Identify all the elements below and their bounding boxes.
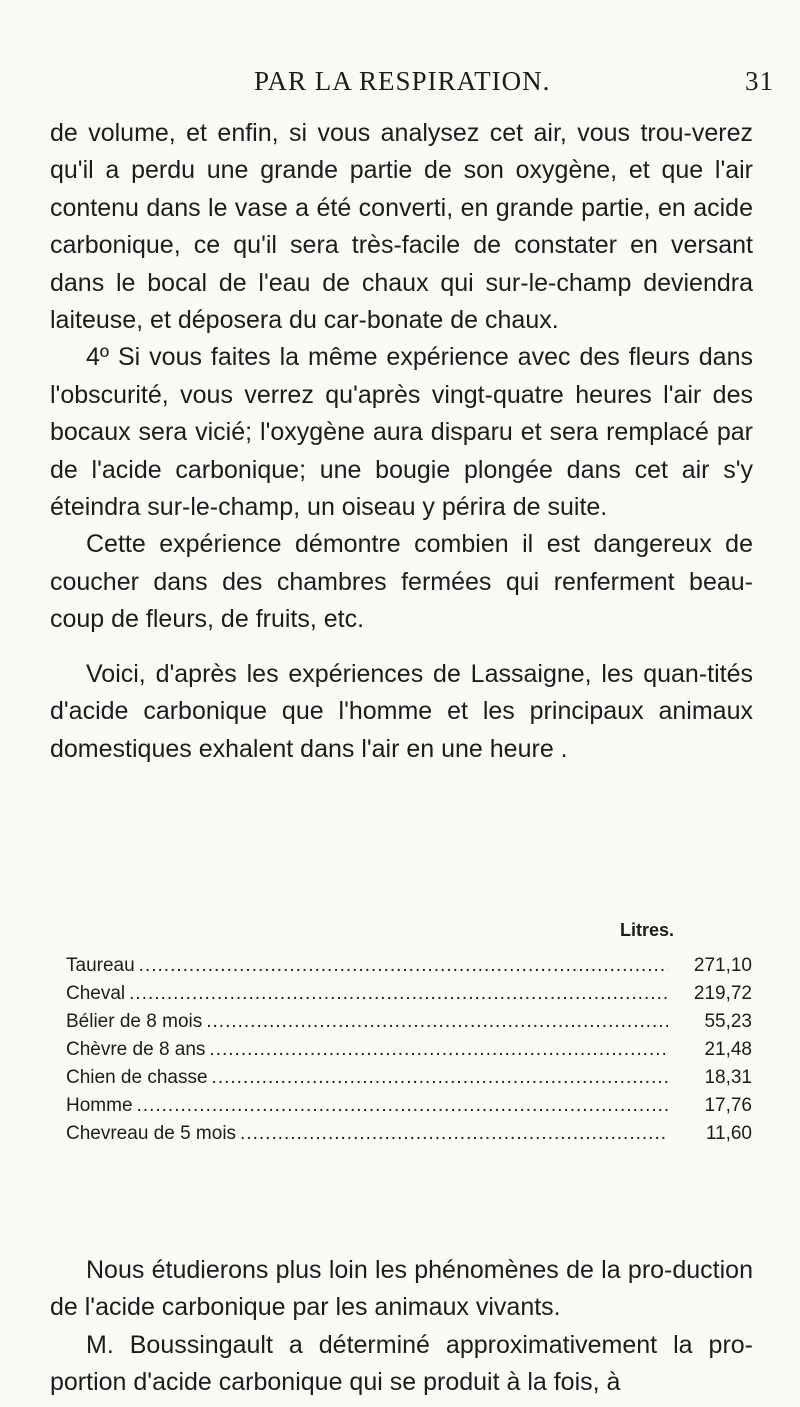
table-row: [66, 1011, 756, 1039]
row-name: Taureau: [66, 955, 135, 976]
table-row: [66, 983, 756, 1011]
main-text: [50, 115, 753, 768]
paragraph: Cette expérience démontre combien il est dangereux de coucher dans des chambres fermées qui renferment beau-coup de fleurs, de fruits, etc.: [50, 530, 753, 634]
row-name: Bélier de 8 mois: [66, 1011, 203, 1032]
row-value: 271,10: [693, 955, 752, 976]
table-row: [66, 1067, 756, 1095]
leader-dots: [129, 983, 668, 1005]
row-value: 17,76: [704, 1095, 752, 1116]
row-name: Cheval: [66, 983, 126, 1004]
leader-dots: [212, 1067, 668, 1089]
continuation-text: [50, 1252, 753, 1402]
row-name: Chevreau de 5 mois: [66, 1123, 237, 1144]
page-header: [0, 66, 800, 102]
leader-dots: [139, 955, 668, 977]
leader-dots: [137, 1095, 668, 1117]
page-number: 31: [745, 66, 774, 96]
leader-dots: [206, 1011, 668, 1033]
row-value: 18,31: [704, 1067, 752, 1088]
row-value: 219,72: [693, 983, 752, 1004]
paragraph: Voici, d'après les expériences de Lassaigne, les quan-tités d'acide carbonique que l'homme et les principaux animaux domestiques exhalent dans l'air en une heure .: [50, 659, 753, 763]
table-row: [66, 1039, 756, 1067]
paragraph: 4º Si vous faites la même expérience avec des fleurs dans l'obscurité, vous verrez qu'après vingt-quatre heures l'air des bocaux sera vicié; l'oxygène aura disparu et sera remplacé par de l'acide carbonique; une bougie plongée dans cet air s'y éteindra sur-le-champ, un oiseau y périra de suite.: [50, 343, 753, 522]
row-name: Chèvre de 8 ans: [66, 1039, 206, 1060]
leader-dots: [240, 1123, 668, 1145]
row-value: 55,23: [704, 1011, 752, 1032]
row-name: Homme: [66, 1095, 133, 1116]
paragraph: M. Boussingault a déterminé approximativement la pro-portion d'acide carbonique qui se produit à la fois, à: [50, 1330, 753, 1397]
running-title: PAR LA RESPIRATION.: [254, 66, 551, 96]
paragraph: de volume, et enfin, si vous analysez cet air, vous trou-verez qu'il a perdu une grande partie de son oxygène, et que l'air contenu dans le vase a été converti, en grande partie, en acide carbonique, ce qu'il sera très-facile de constater en versant dans le bocal de l'eau de chaux qui sur-le-champ deviendra laiteuse, et déposera du car-bonate de chaux.: [50, 119, 753, 335]
table-unit-header: Litres.: [620, 920, 675, 940]
row-value: 21,48: [704, 1039, 752, 1060]
table-row: [66, 1123, 756, 1151]
leader-dots: [209, 1039, 668, 1061]
row-value: 11,60: [705, 1123, 752, 1144]
paragraph: Nous étudierons plus loin les phénomènes de la pro-duction de l'acide carbonique par les animaux vivants.: [50, 1256, 753, 1322]
table-row: [66, 1095, 756, 1123]
table-row: [66, 955, 756, 983]
row-name: Chien de chasse: [66, 1067, 208, 1088]
